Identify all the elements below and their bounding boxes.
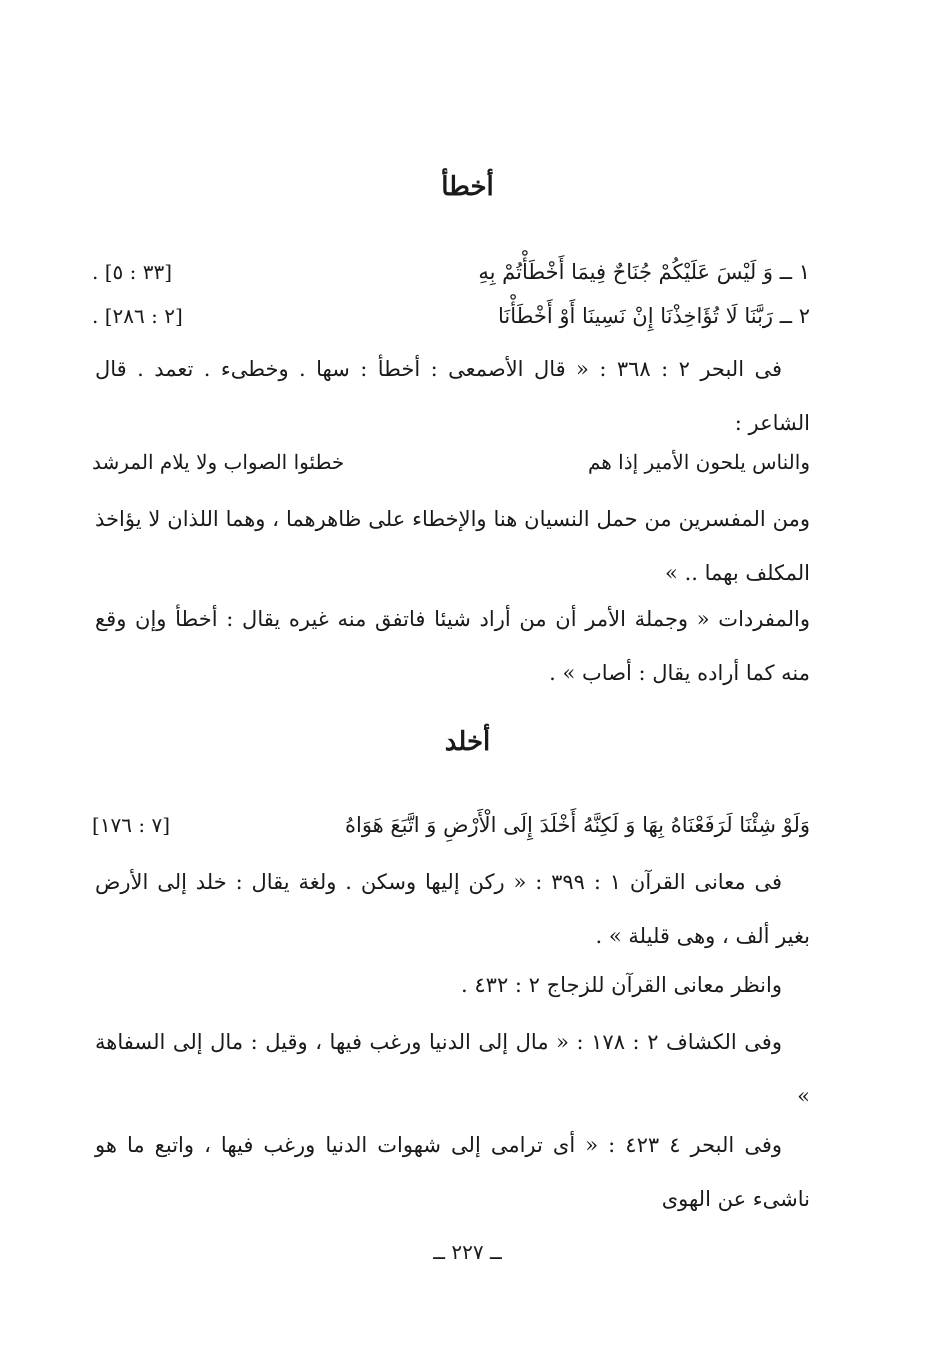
commentary-zajjaj: وانظر معانى القرآن للزجاج ٢ : ٤٣٢ . [461, 973, 782, 997]
quran-verse-1: ١ ــ وَ لَيْسَ عَلَيْكُمْ جُنَاحٌ فِيمَا أَخْطَأْتُمْ بِهِ [478, 260, 810, 284]
commentary-kashshaf: وفى الكشاف ٢ : ١٧٨ : « مال إلى الدنيا ورغب فيها ، وقيل : مال إلى السفاهة » [95, 1030, 810, 1108]
poem-hemistich-left: خطئوا الصواب ولا يلام المرشد [92, 450, 345, 474]
commentary-bahr-2: وفى البحر ٤ ٤٢٣ : « أى ترامى إلى شهوات الدنيا ورغب فيها ، واتبع ما هو ناشىء عن الهوى [95, 1133, 810, 1211]
quran-verse-3: وَلَوْ شِئْنَا لَرَفَعْنَاهُ بِهَا وَ لَكِنَّهُ أَخْلَدَ إِلَى الْأَرْضِ وَ اتَّبَعَ هَوَاهُ [345, 813, 810, 837]
verse-reference-1: [٣٣ : ٥] . [92, 260, 173, 284]
commentary-maani: فى معانى القرآن ١ : ٣٩٩ : « ركن إليها وسكن . ولغة يقال : خلد إلى الأرض بغير ألف ، وهى قليلة » . [95, 870, 810, 948]
poem-line [92, 447, 810, 477]
commentary-bahr: فى البحر ٢ : ٣٦٨ : « قال الأصمعى : أخطأ : سها . وخطىء . تعمد . قال الشاعر : [95, 357, 810, 435]
section-title-akhta: أخطأ [441, 172, 494, 202]
page-number: ــ ٢٢٧ ــ [433, 1240, 502, 1264]
section-title-akhlada: أخلد [444, 727, 491, 757]
verse-reference-3: [٧ : ١٧٦] [92, 813, 171, 837]
commentary-mufradat: والمفردات « وجملة الأمر أن من أراد شيئا فاتفق منه غيره يقال : أخطأ وإن وقع منه كما أراده يقال : أصاب » . [95, 607, 810, 685]
quran-verse-2: ٢ ــ رَبَّنَا لَا تُؤَاخِذْنَا إِنْ نَسِينَا أَوْ أَخْطَأْنَا [497, 304, 810, 328]
verse-reference-2: [٢ : ٢٨٦] . [92, 304, 183, 328]
poem-hemistich-right: والناس يلحون الأمير إذا هم [587, 450, 810, 474]
commentary-mufassirin: ومن المفسرين من حمل النسيان هنا والإخطاء على ظاهرهما ، وهما اللذان لا يؤاخذ المكلف بهما .. » [95, 507, 810, 585]
